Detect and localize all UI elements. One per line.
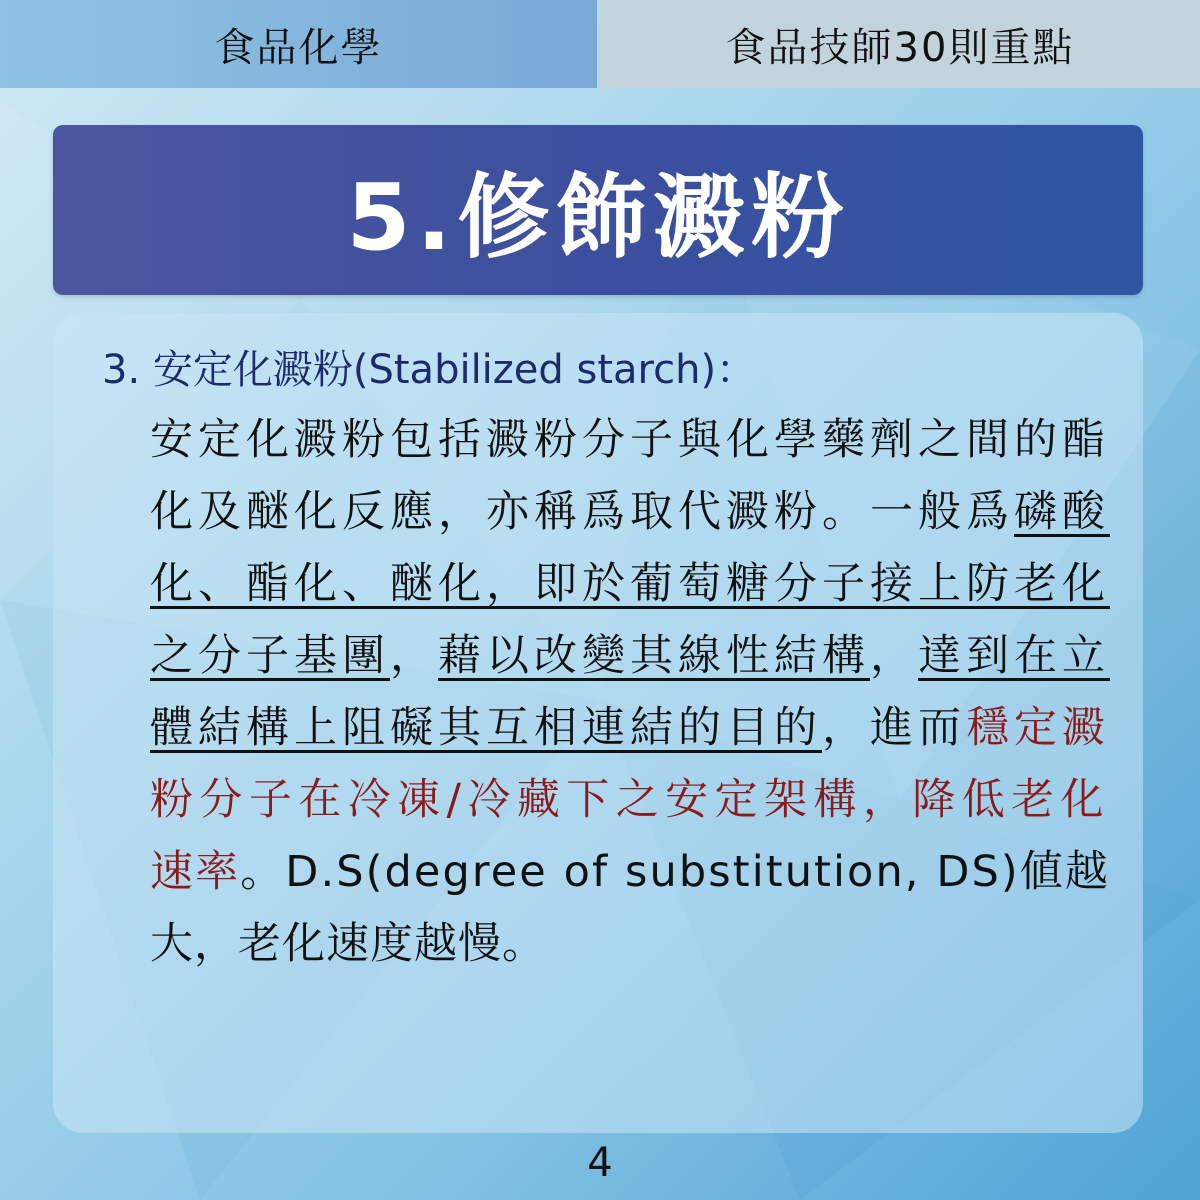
paragraph-line bbox=[150, 844, 1110, 900]
page-number: 4 bbox=[587, 1140, 613, 1186]
text-segment: 磷酸 bbox=[1014, 487, 1110, 537]
text-segment: 之分子基團 bbox=[150, 631, 390, 681]
text-segment: 化及醚化反應，亦稱爲取代澱粉。一般爲 bbox=[150, 487, 1014, 537]
paragraph-line bbox=[150, 916, 1110, 972]
tab-food-technologist-30-points bbox=[600, 0, 1200, 88]
title-banner bbox=[53, 125, 1143, 295]
text-segment: 體結構上阻礙其互相連結的目的 bbox=[150, 703, 822, 753]
page-title: 5.修飾澱粉 bbox=[346, 164, 850, 271]
text-segment: 達到在立 bbox=[918, 631, 1110, 681]
text-segment: 大，老化速度越慢。 bbox=[150, 919, 546, 969]
section-heading: 3. 安定化澱粉(Stabilized starch)： bbox=[102, 347, 757, 393]
text-segment: ，進而 bbox=[822, 703, 966, 753]
paragraph-line bbox=[150, 700, 1110, 756]
paragraph-line bbox=[150, 412, 1110, 468]
text-segment: 速率 bbox=[150, 847, 241, 897]
tab-food-technologist-label: 食品技師30則重點 bbox=[725, 24, 1075, 71]
text-segment: ， bbox=[390, 631, 438, 681]
paragraph-line bbox=[150, 628, 1110, 684]
text-segment: 藉以改變其線性結構 bbox=[438, 631, 870, 681]
text-segment: 粉分子在冷凍/冷藏下之安定架構，降低老化 bbox=[150, 775, 1110, 825]
paragraph-line bbox=[150, 556, 1110, 612]
tab-food-chemistry-label: 食品化學 bbox=[214, 24, 383, 71]
text-segment: 化、酯化、醚化，即於葡萄糖分子接上防老化 bbox=[150, 559, 1110, 609]
text-segment: ， bbox=[870, 631, 918, 681]
paragraph-line bbox=[150, 772, 1110, 828]
paragraph-line bbox=[150, 484, 1110, 540]
text-segment: 安定化澱粉包括澱粉分子與化學藥劑之間的酯 bbox=[150, 415, 1110, 465]
text-segment: 穩定澱 bbox=[966, 703, 1110, 753]
text-segment: 。D.S(degree of substitution, DS)値越 bbox=[240, 847, 1111, 897]
tab-food-chemistry bbox=[0, 0, 597, 88]
